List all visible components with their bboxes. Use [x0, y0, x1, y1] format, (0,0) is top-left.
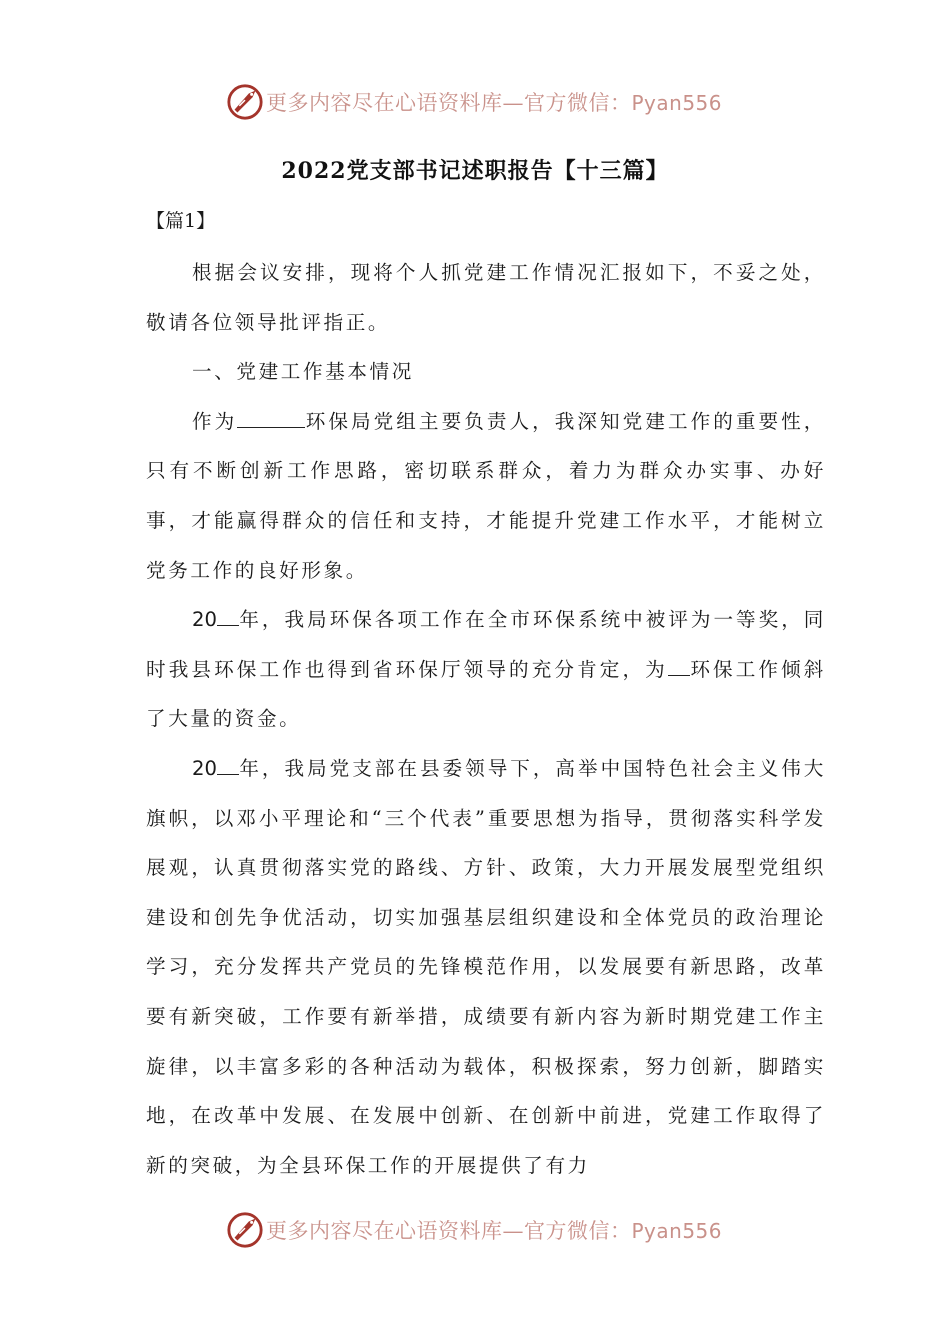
document-body — [146, 248, 826, 1190]
footer-banner — [0, 1210, 950, 1250]
paragraph-1: 根据会议安排，现将个人抓党建工作情况汇报如下，不妥之处，敬请各位领导批评指正。 — [146, 261, 826, 334]
wechat-id: Pyan556 — [631, 91, 723, 115]
blank-underline — [668, 655, 690, 676]
paragraph-5: 20 年，我局党支部在县委领导下，高举中国特色社会主义伟大旗帜，以邓小平理论和“三个代表”重要思想为指导，贯彻落实科学发展观，认真贯彻落实党的路线、方针、政策，大力开展发展型党组织建设和创先争优活动，切实加强基层组织建设和全体党员的政治理论学习，充分发挥共产党员的先锋模范作用，以发展要有新思路，改革要有新突破，工作要有新举措，成绩要有新内容为新时期党建工作主旋律，以丰富多彩的各种活动为载体，积极探索，努力创新，脚踏实地，在改革中发展、在发展中创新、在创新中前进，党建工作取得了新的突破，为全县环保工作的开展提供了有力 — [146, 744, 826, 1190]
section-label: 【篇1】 — [146, 210, 216, 232]
blank-underline — [217, 754, 239, 775]
header-banner — [0, 82, 950, 122]
blank-underline — [217, 605, 239, 626]
header-banner-text: 更多内容尽在心语资料库—官方微信：Pyan556 — [266, 91, 723, 115]
paragraph-3: 作为 环保局党组主要负责人，我深知党建工作的重要性，只有不断创新工作思路，密切联系群众，着力为群众办实事、办好事，才能赢得群众的信任和支持，才能提升党建工作水平，才能树立党务工作的良好形象。 — [146, 397, 826, 595]
wechat-id: Pyan556 — [631, 1219, 723, 1243]
document-title: 2022党支部书记述职报告【十三篇】 — [281, 158, 669, 184]
footer-banner-text: 更多内容尽在心语资料库—官方微信：Pyan556 — [266, 1219, 723, 1243]
pen-nib-logo-icon — [226, 83, 264, 121]
paragraph-2-heading: 一、党建工作基本情况 — [192, 360, 414, 384]
blank-underline — [237, 407, 305, 428]
paragraph-4: 20 年，我局环保各项工作在全市环保系统中被评为一等奖，同时我县环保工作也得到省环保厅领导的充分肯定，为 环保工作倾斜了大量的资金。 — [146, 595, 826, 744]
pen-nib-logo-icon — [226, 1211, 264, 1249]
